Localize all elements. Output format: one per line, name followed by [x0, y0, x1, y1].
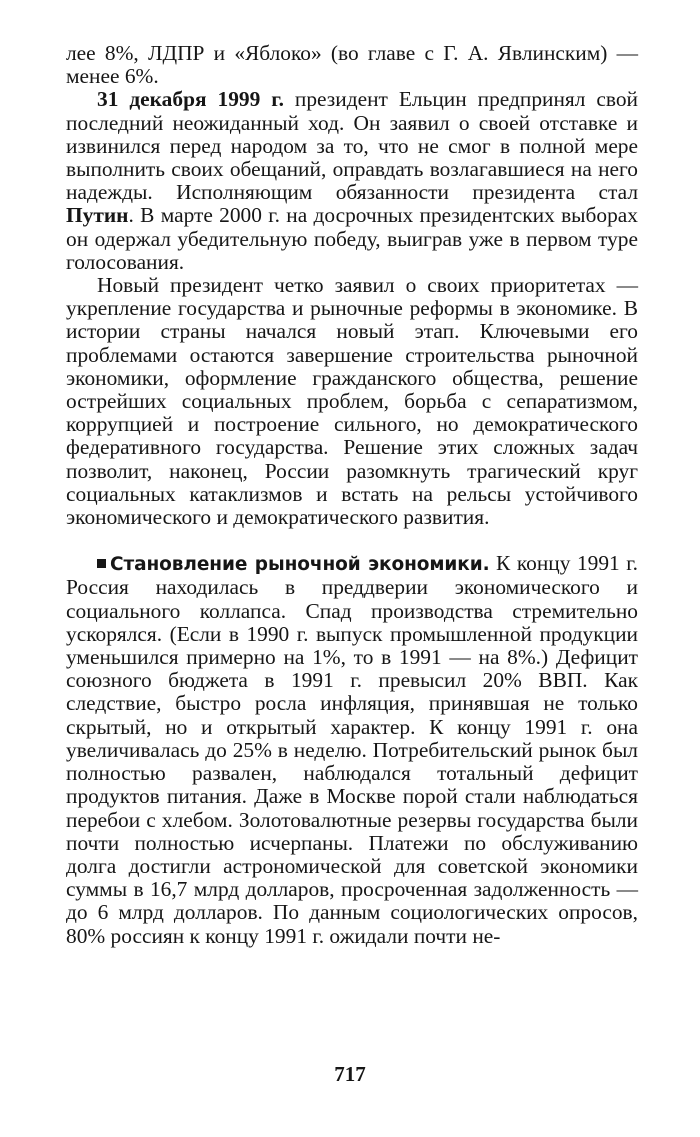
- page-body: [66, 42, 638, 948]
- square-bullet-icon: [97, 559, 106, 568]
- name-bold: Путин: [66, 203, 129, 228]
- paragraph-new-president: [66, 274, 638, 529]
- paragraph-text: президент Ельцин предпринял свой последний неожиданный ход. Он заявил о своей отставке и извинился перед народом за то, что не смог в полной мере выполнить своих обещаний, оправдать возлагавшиеся на него надежды. Исполняющим обязанности президента стал: [66, 87, 638, 205]
- section-market-economy: [66, 552, 638, 947]
- paragraph-text: К концу 1991 г. Россия находилась в преддверии экономического и социального коллапса. Спад производства стремительно ускорялся. (Если в 1990 г. выпуск промышленной продукции уменьшился примерно на 1%, то в 1991 — на 8%.) Дефицит союзного бюджета в 1991 г. превысил 20% ВВП. Как следствие, быстро росла инфляция, принявшая не только скрытый, но и открытый характер. К концу 1991 г. она увеличивалась до 25% в неделю. Потребительский рынок был полностью развален, наблюдался тотальный дефицит продуктов питания. Даже в Москве порой стали наблюдаться перебои с хлебом. Золотовалютные резервы государства были почти полностью исчерпаны. Платежи по обслуживанию долга достигли астрономической для советской экономики суммы в 16,7 млрд долларов, просроченная задолженность — до 6 млрд долларов. По данным социологических опросов, 80% россиян к концу 1991 г. ожидали почти не-: [66, 551, 638, 948]
- paragraph-text: . В марте 2000 г. на досрочных президентских выборах он одержал убедительную победу, выиграв уже в первом туре голосования.: [66, 203, 638, 274]
- section-heading: Становление рыночной экономики.: [110, 554, 490, 576]
- paragraph-text: Новый президент четко заявил о своих приоритетах — укрепление государства и рыночные реформы в экономике. В истории страны начался новый этап. Ключевыми его проблемами остаются завершение строительства рыночной экономики, оформление гражданского общества, решение острейших социальных проблем, борьба с сепаратизмом, коррупцией и построение сильного, но демократического федеративного государства. Решение этих сложных задач позволит, наконец, России разомкнуть трагический круг социальных катаклизмов и встать на рельсы устойчивого экономического и демократического развития.: [66, 273, 638, 530]
- paragraph-text: лее 8%, ЛДПР и «Яблоко» (во главе с Г. А. Явлинским) — менее 6%.: [66, 41, 638, 89]
- paragraph-yeltsin-resignation: [66, 88, 638, 274]
- paragraph-continuation: [66, 42, 638, 88]
- page-number: 717: [334, 1062, 366, 1086]
- date-bold: 31 декабря 1999 г.: [97, 87, 284, 112]
